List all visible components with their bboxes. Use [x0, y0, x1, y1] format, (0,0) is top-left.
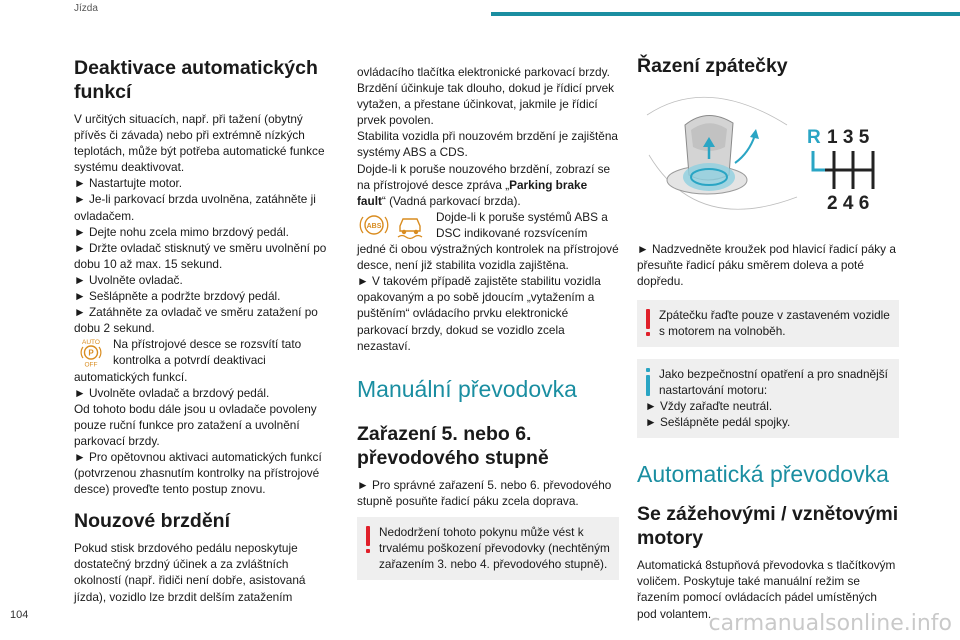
warning-box-reverse: [637, 300, 899, 347]
paragraph-cont-2: Stabilita vozidla při nouzovém brzdění je zajištěna systémy ABS a CDS.: [357, 129, 618, 160]
watermark: carmanualsonline.info: [708, 611, 952, 636]
heading-emergency-braking: Nouzové brzdění: [74, 510, 231, 533]
fault-text-c: “ (Vadná parkovací brzda).: [381, 193, 521, 208]
warning-text-reverse: Zpátečku řaďte pouze v zastaveném vozidle s motorem na volnoběh.: [659, 308, 890, 339]
fault-message: Parking brake fault: [357, 177, 588, 208]
fault-text-a: Dojde-li k poruše nouzového brzdění, zobrazí se na přístrojové desce zpráva „: [357, 161, 611, 192]
step-3: ► Dejte nohu zcela mimo brzdový pedál.: [74, 224, 289, 239]
stability-warning-icon: [393, 210, 427, 240]
paragraph-automatic: Automatická 8stupňová převodovka s tlačítkovým voličem. Poskytuje také manuální režim se řazením pomocí ovládacích pádel umístěných pod volantem.: [637, 558, 896, 621]
info-icon: [646, 368, 650, 396]
reverse-illustration: [637, 85, 899, 233]
auto-off-bottom-text: OFF: [84, 361, 98, 368]
running-title: Jízda: [74, 3, 98, 14]
heading-gear-5-6: Zařazení 5. nebo 6. převodového stupně: [357, 422, 549, 469]
paragraph-emergency: Pokud stisk brzdového pedálu neposkytuje dostatečný brzdný účinek a za zvláštních okolností (např. řidiči není dobře, asistovaná jízda), vozidlo lze brzdit delším zatažením: [74, 541, 306, 604]
abs-text: ABS: [366, 222, 382, 230]
gear-lever-illustration: [637, 85, 899, 233]
step-4: ► Držte ovladač stisknutý ve směru uvolnění po dobu 10 až max. 15 sekund.: [74, 240, 327, 271]
info-box-safety: [637, 359, 899, 438]
paragraph-intro: V určitých situacích, např. při tažení (obytný přívěs či závada) nebo při extrémně nízkých teplotách, může být potřeba automatické funkce systému deaktivovat.: [74, 112, 325, 175]
gear-r-label: R: [807, 127, 821, 148]
gear-bottom-labels: 2 4 6: [827, 193, 870, 214]
svg-text:P: P: [88, 348, 94, 358]
paragraph-gear-5-6: ► Pro správné zařazení 5. nebo 6. převodového stupně posuňte řadicí páku zcela doprava.: [357, 477, 612, 508]
warning-box-gear-5-6: [357, 517, 619, 580]
column-3: [637, 54, 899, 622]
heading-manual-gearbox: Manuální převodovka: [357, 375, 577, 402]
abs-text-paragraph: Dojde-li k poruše systémů ABS a DSC indikované rozsvícením jedné či obou výstražných kontrolek na přístrojové desce, není již stabilita vozidla zajištěna.: [357, 209, 619, 273]
abs-step: ► V takovém případě zajistěte stabilitu vozidla opakovaným a po sobě jdoucím „vytažením a puštěním“ ovládacího prvku elektronické parkovací brzdy, dokud se vozidlo zcela nezastaví.: [357, 274, 601, 353]
heading-reverse: Řazení zpátečky: [637, 55, 788, 77]
page-number: 104: [10, 609, 29, 621]
auto-off-indicator-icon: [74, 337, 108, 367]
abs-warning-icon: [357, 210, 391, 240]
auto-off-top-text: AUTO: [82, 339, 100, 347]
column-2: [357, 64, 619, 580]
step-5: ► Uvolněte ovladač.: [74, 272, 183, 287]
paragraph-cont-3: [357, 161, 619, 209]
step-1: ► Nastartujte motor.: [74, 176, 183, 191]
heading-deactivate: Deaktivace automatických funkcí: [74, 57, 318, 103]
warning-text-gear-5-6: Nedodržení tohoto pokynu může vést k trvalému poškození převodovky (nechtěným zařazením 3. nebo 4. převodového stupně).: [379, 524, 610, 571]
step-release: ► Uvolněte ovladač a brzdový pedál.: [74, 385, 270, 400]
gear-top-labels: 1 3 5: [827, 127, 870, 148]
heading-engines: Se zážehovými / vznětovými motory: [637, 503, 899, 550]
abs-icons: [357, 210, 431, 240]
info-step-1: ► Vždy zařaďte neutrál.: [645, 399, 773, 414]
step-6: ► Sešlápněte a podržte brzdový pedál.: [74, 289, 281, 304]
auto-off-text: Na přístrojové desce se rozsvítí tato kontrolka a potvrdí deaktivaci automatických funkcí.: [74, 337, 302, 384]
auto-off-block: [74, 336, 336, 384]
step-2: ► Je-li parkovací brzda uvolněna, zatáhněte ji ovladačem.: [74, 192, 316, 223]
warning-icon: [646, 309, 650, 337]
paragraph-reactivate: ► Pro opětovnou aktivaci automatických funkcí (potvrzenou zhasnutím kontrolky na přístrojové desce) proveďte tento postup znovu.: [74, 449, 322, 497]
paragraph-reverse: ► Nadzvedněte kroužek pod hlavicí řadicí páky a přesuňte řadicí páku směrem doleva a poté dopředu.: [637, 242, 896, 289]
column-1: [74, 44, 336, 605]
heading-automatic-gearbox: Automatická převodovka: [637, 461, 889, 488]
step-7: ► Zatáhněte za ovladač ve směru zatažení po dobu 2 sekund.: [74, 305, 318, 336]
warning-icon: [366, 526, 370, 554]
paragraph-manual-only: Od tohoto bodu dále jsou u ovladače povoleny pouze ruční funkce pro zatažení a uvolnění parkovací brzdy.: [74, 401, 317, 448]
info-title: Jako bezpečnostní opatření a pro snadnější nastartování motoru:: [659, 367, 888, 398]
paragraph-cont-1: ovládacího tlačítka elektronické parkovací brzdy. Brzdění účinkuje tak dlouho, dokud je řídicí prvek vytažen, a přestane účinkovat, jakmile je řídicí prvek povolen.: [357, 65, 615, 128]
abs-block: [357, 209, 619, 273]
header-accent-bar: [491, 12, 960, 16]
info-step-2: ► Sešlápněte pedál spojky.: [645, 415, 791, 430]
